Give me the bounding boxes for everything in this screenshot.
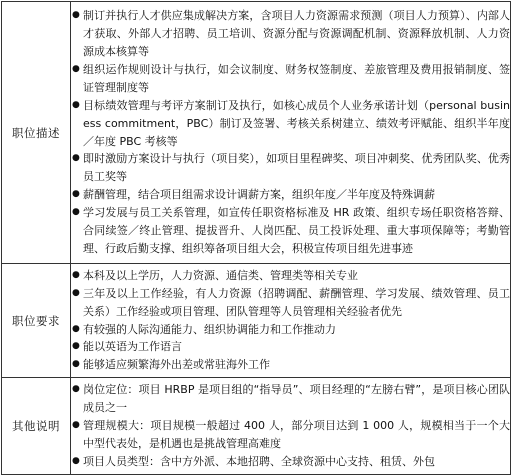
section-label-notes: 其他说明 (2, 378, 71, 475)
list-item: ● 制订并执行人才供应集成解决方案，含项目人力资源需求预测（项目人力预算）、内部人才获取、外部人才招聘、员工培训、资源分配与资源调配机制、资源释放机制、人力资源成本核算等 (72, 9, 510, 58)
notes-list (71, 381, 510, 471)
section-content-requirements (71, 264, 511, 378)
description-list (71, 7, 510, 258)
section-row-requirements (2, 264, 511, 378)
section-label-description: 职位描述 (2, 2, 71, 264)
list-item: ● 即时激励方案设计与执行（项目奖），如项目里程碑奖、项目冲刺奖、优秀团队奖、优秀员工奖等 (72, 152, 510, 184)
bullet-icon: ● (72, 153, 80, 164)
bullet-icon: ● (72, 359, 80, 370)
list-item: ● 有较强的人际沟通能力、组织协调能力和工作推动力 (71, 321, 510, 339)
bullet-icon: ● (72, 287, 80, 298)
section-label-requirements: 职位要求 (2, 264, 71, 378)
list-item: ● 岗位定位：项目 HRBP 是项目组的“指导员”、项目经理的“左膀右臂”，是项目核心团队成员之一 (72, 383, 510, 415)
bullet-icon: ● (72, 99, 80, 110)
section-content-notes (71, 378, 511, 475)
requirements-list (71, 267, 510, 374)
list-item: ● 项目人员类型：含中方外派、本地招聘、全球资源中心支持、租赁、外包 (71, 453, 510, 471)
list-item: ● 目标绩效管理与考评方案制订及执行，如核心成员个人业务承诺计划（personal business commitment，PBC）制订及签署、考核关系树建立、绩效考评赋能、组织半年度／年度 PBC 考核等 (72, 98, 510, 148)
job-description-table (1, 1, 511, 475)
bullet-icon: ● (72, 323, 80, 334)
list-item: ● 能够适应频繁海外出差或常驻海外工作 (71, 356, 510, 374)
section-row-notes (2, 378, 511, 475)
bullet-icon: ● (72, 341, 80, 352)
list-item: ● 学习发展与员工关系管理，如宣传任职资格标准及 HR 政策、组织专场任职资格答辩、合同续签／终止管理、提拔晋升、人岗匹配、员工投诉处理、重大事项保障等；考勤管理、行政后勤支撑、组织筹备项目组大会，积极宣传项目组先进事迹 (72, 206, 510, 255)
list-item: ● 组织运作规则设计与执行，如会议制度、财务权签制度、差旅管理及费用报销制度、签证管理制度等 (72, 62, 510, 94)
bullet-icon: ● (72, 420, 80, 431)
section-content-description (71, 2, 511, 264)
list-item: ● 三年及以上工作经验，有人力资源（招聘调配、薪酬管理、学习发展、绩效管理、员工关系）工作经验或项目管理、团队管理等人员管理相关经验者优先 (72, 286, 510, 318)
list-item: ● 薪酬管理，结合项目组需求设计调薪方案，组织年度／半年度及特殊调薪 (71, 186, 510, 204)
list-item: ● 本科及以上学历，人力资源、通信类、管理类等相关专业 (71, 267, 510, 285)
bullet-icon: ● (72, 63, 80, 74)
bullet-icon: ● (72, 384, 80, 395)
bullet-icon: ● (72, 455, 80, 466)
list-item: ● 能以英语为工作语言 (71, 338, 510, 356)
bullet-icon: ● (72, 269, 80, 280)
bullet-icon: ● (72, 10, 80, 21)
bullet-icon: ● (72, 207, 80, 218)
list-item: ● 管理规模大：项目规模一般超过 400 人，部分项目达到 1 000 人，规模相当于一个大中型代表处，是机遇也是挑战管理高难度 (72, 419, 510, 450)
bullet-icon: ● (72, 189, 80, 200)
section-row-description (2, 2, 511, 264)
